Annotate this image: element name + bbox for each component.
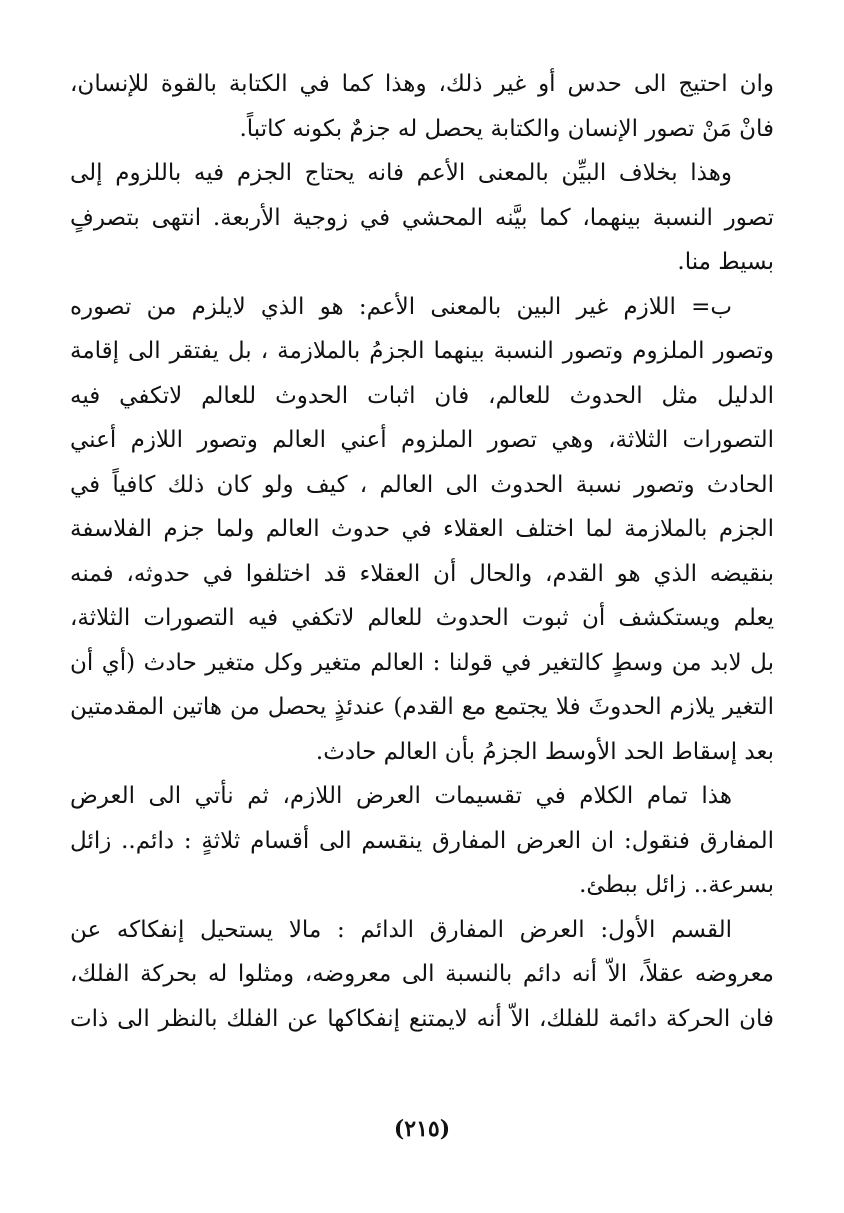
text-line: الحادث وتصور نسبة الحدوث الى العالم ، كيف ولو كان ذلك كافياً في — [70, 471, 774, 498]
text-line: الجزم بالملازمة لما اختلف العقلاء في حدوث العالم ولما جزم الفلاسفة — [70, 516, 774, 542]
text-line: ب= اللازم غير البين بالمعنى الأعم: هو الذي لايلزم من تصوره — [70, 293, 732, 320]
text-line: المفارق فنقول: ان العرض المفارق ينقسم الى أقسام ثلاثةٍ : دائم.. زائل — [70, 827, 774, 854]
text-line: بعد إسقاط الحد الأوسط الجزمُ بأن العالم حادث. — [315, 738, 774, 765]
text-line: معروضه عقلاً، الاّ أنه دائم بالنسبة الى معروضه، ومثلوا له بحركة الفلك، — [70, 961, 774, 987]
text-line: هذا تمام الكلام في تقسيمات العرض اللازم، ثم نأتي الى العرض — [70, 783, 732, 809]
text-line: وتصور الملزوم وتصور النسبة بينهما الجزمُ بالملازمة ، بل يفتقر الى إقامة — [70, 338, 774, 364]
text-line: فانْ مَنْ تصور الإنسان والكتابة يحصل له جزمٌ بكونه كاتباً. — [239, 115, 774, 142]
text-line: يعلم ويستكشف أن ثبوت الحدوث للعالم لاتكفي فيه التصورات الثلاثة، — [70, 605, 774, 631]
text-line: الدليل مثل الحدوث للعالم، فان اثبات الحدوث للعالم لاتكفي فيه — [70, 382, 774, 409]
text-line: التغير يلازم الحدوثَ فلا يجتمع مع القدم) عندئذٍ يحصل من هاتين المقدمتين — [70, 694, 774, 720]
paragraph-3 — [70, 285, 774, 775]
paragraph-1 — [70, 62, 774, 151]
page-number: (٢١٥) — [393, 1116, 451, 1142]
text-line: فان الحركة دائمة للفلك، الاّ أنه لايمتنع إنفكاكها عن الفلك بالنظر الى ذات — [70, 1005, 774, 1032]
paragraph-4 — [70, 774, 774, 908]
page-body — [70, 62, 774, 1041]
text-line: بنقيضه الذي هو القدم، والحال أن العقلاء قد اختلفوا في حدوثه، فمنه — [70, 560, 774, 587]
text-line: التصورات الثلاثة، وهي تصور الملزوم أعني العالم وتصور اللازم أعني — [70, 427, 774, 453]
text-line: بسرعة.. زائل ببطئ. — [579, 872, 774, 898]
text-line: وان احتيج الى حدس أو غير ذلك، وهذا كما في الكتابة بالقوة للإنسان، — [70, 71, 774, 97]
text-line: وهذا بخلاف البيِّن بالمعنى الأعم فانه يحتاج الجزم فيه باللزوم إلى — [70, 160, 732, 186]
text-line: تصور النسبة بينهما، كما بيَّنه المحشي في زوجية الأربعة. انتهى بتصرفٍ — [70, 204, 774, 231]
paragraph-5 — [70, 908, 774, 1042]
text-line: القسم الأول: العرض المفارق الدائم : مالا يستحيل إنفكاكه عن — [70, 916, 732, 943]
text-line: بسيط منا. — [677, 249, 774, 275]
text-line: بل لابد من وسطٍ كالتغير في قولنا : العالم متغير وكل متغير حادث (أي أن — [70, 649, 774, 676]
paragraph-2 — [70, 151, 774, 285]
